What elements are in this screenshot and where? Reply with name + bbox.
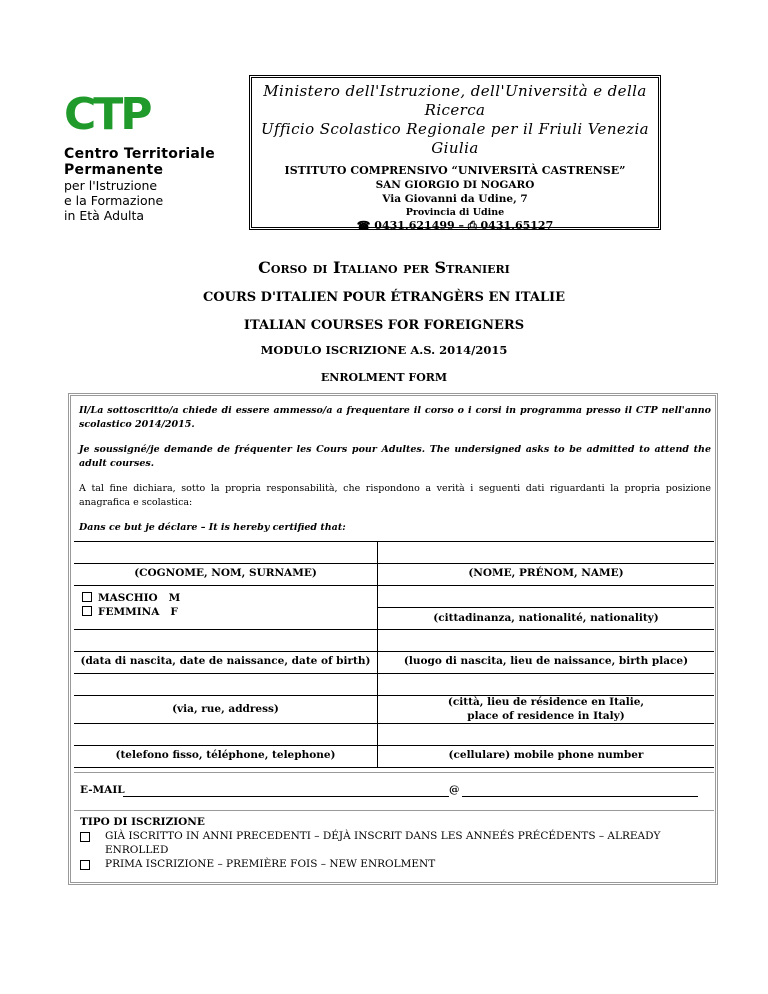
mobile-label: (cellulare) mobile phone number bbox=[448, 749, 644, 761]
birth-field-line[interactable] bbox=[74, 651, 714, 652]
phone-icon: ☎ bbox=[356, 219, 371, 232]
title-french: COURS D'ITALIEN POUR ÉTRANGÈRS EN ITALIE bbox=[202, 290, 566, 305]
table-line bbox=[74, 673, 714, 674]
institution-header bbox=[249, 75, 661, 230]
logo-sub-line2: e la Formazione bbox=[64, 193, 164, 208]
logo-subtitle bbox=[64, 178, 234, 223]
already-enrolled-option[interactable] bbox=[80, 829, 710, 857]
nationality-label: (cittadinanza, nationalité, nationality) bbox=[433, 612, 659, 624]
title-module: MODULO ISCRIZIONE A.S. 2014/2015 bbox=[260, 343, 508, 357]
declaration-italian: A tal fine dichiara, sotto la propria responsabilità, che rispondono a verità i seguenti dati riguardanti la propria posizione anagrafica e scolastica: bbox=[79, 483, 711, 508]
female-label: FEMMINA F bbox=[98, 606, 178, 618]
office-line1: Ufficio Scolastico Regionale per il Friuli Venezia bbox=[260, 120, 650, 138]
email-user-field[interactable] bbox=[123, 796, 449, 797]
institute-street: Via Giovanni da Udine, 7 bbox=[382, 193, 528, 205]
new-enrolment-option[interactable] bbox=[80, 857, 710, 871]
enrolment-type-label: TIPO DI ISCRIZIONE bbox=[80, 816, 205, 828]
enrolment-type bbox=[80, 815, 710, 871]
title-italian: Corso di Italiano per Stranieri bbox=[258, 258, 510, 277]
email-row bbox=[80, 784, 690, 800]
ctp-logo-letters: CTP bbox=[64, 89, 150, 140]
table-line bbox=[74, 541, 714, 542]
surname-label: (COGNOME, NOM, SURNAME) bbox=[134, 567, 317, 579]
office-line2: Giulia bbox=[431, 139, 479, 157]
logo-name-line1: Centro Territoriale bbox=[64, 146, 216, 162]
gender-male-option[interactable] bbox=[82, 592, 180, 605]
ministry-line2: Ricerca bbox=[424, 101, 486, 119]
table-line bbox=[74, 723, 714, 724]
logo-sub-line3: in Età Adulta bbox=[64, 208, 145, 223]
ministry-line1: Ministero dell'Istruzione, dell'Università e della bbox=[263, 82, 647, 100]
table-line bbox=[74, 629, 714, 630]
logo-sub-line1: per l'Istruzione bbox=[64, 178, 158, 193]
residence-label-line1: (città, lieu de résidence en Italie, bbox=[447, 696, 645, 708]
already-enrolled-label: GIÀ ISCRITTO IN ANNI PRECEDENTI – DÉJÀ INSCRIT DANS LES ANNEÉS PRÉCÉDENTS – ALREADY ENROLLED bbox=[105, 830, 661, 856]
section-separator bbox=[74, 772, 714, 773]
fax-icon: ⎙ bbox=[467, 219, 477, 232]
residence-label bbox=[378, 695, 714, 723]
personal-data-table bbox=[74, 541, 714, 767]
declaration-french-english: Dans ce but je déclare – It is hereby certified that: bbox=[79, 522, 346, 533]
email-at-sign: @ bbox=[449, 784, 460, 796]
ministry-name bbox=[252, 82, 658, 158]
request-italian: Il/La sottoscritto/a chiede di essere ammesso/a a frequentare il corso o i corsi in programma presso il CTP nell'anno scolastico 2014/2015. bbox=[79, 405, 711, 430]
phone-field-line[interactable] bbox=[74, 745, 714, 746]
checkbox-icon[interactable] bbox=[80, 860, 90, 870]
male-label: MASCHIO M bbox=[98, 592, 181, 604]
logo-name-line2: Permanente bbox=[64, 162, 164, 178]
contact-line bbox=[252, 219, 658, 233]
request-french-english: Je soussigné/je demande de fréquenter les Cours pour Adultes. The undersigned asks to be admitted to attend the adult courses. bbox=[79, 444, 711, 469]
phone-number: 0431.621499 bbox=[374, 219, 455, 232]
new-enrolment-label: PRIMA ISCRIZIONE – PREMIÈRE FOIS – NEW ENROLMENT bbox=[105, 858, 436, 870]
email-label: E-MAIL bbox=[80, 784, 125, 796]
birth-date-label: (data di nascita, date de naissance, date of birth) bbox=[80, 655, 371, 667]
name-label: (NOME, PRÉNOM, NAME) bbox=[468, 567, 624, 579]
checkbox-icon[interactable] bbox=[82, 606, 92, 616]
birth-place-label: (luogo di nascita, lieu de naissance, birth place) bbox=[403, 655, 689, 667]
ctp-logo-mark bbox=[64, 89, 150, 140]
address-label: (via, rue, address) bbox=[172, 703, 279, 715]
logo-name bbox=[64, 146, 234, 178]
ctp-logo bbox=[64, 89, 234, 223]
residence-label-line2: place of residence in Italy) bbox=[467, 710, 625, 722]
form-titles bbox=[0, 258, 768, 385]
telephone-label: (telefono fisso, téléphone, telephone) bbox=[115, 749, 336, 761]
contact-separator: – bbox=[458, 219, 465, 232]
email-domain-field[interactable] bbox=[462, 796, 698, 797]
institute-town: SAN GIORGIO DI NOGARO bbox=[375, 179, 535, 191]
fax-number: 0431.65127 bbox=[480, 219, 554, 232]
table-line bbox=[74, 585, 714, 586]
gender-female-option[interactable] bbox=[82, 606, 178, 619]
institute-province: Provincia di Udine bbox=[405, 207, 505, 218]
institute-name: ISTITUTO COMPRENSIVO “UNIVERSITÀ CASTRENSE” bbox=[284, 164, 626, 177]
surname-field-line[interactable] bbox=[74, 563, 714, 564]
table-line bbox=[74, 767, 714, 768]
title-english: ITALIAN COURSES FOR FOREIGNERS bbox=[243, 318, 525, 333]
section-separator bbox=[74, 810, 714, 811]
title-enrolment: ENROLMENT FORM bbox=[320, 371, 448, 384]
checkbox-icon[interactable] bbox=[82, 592, 92, 602]
nationality-field-line[interactable] bbox=[377, 607, 714, 608]
checkbox-icon[interactable] bbox=[80, 832, 90, 842]
